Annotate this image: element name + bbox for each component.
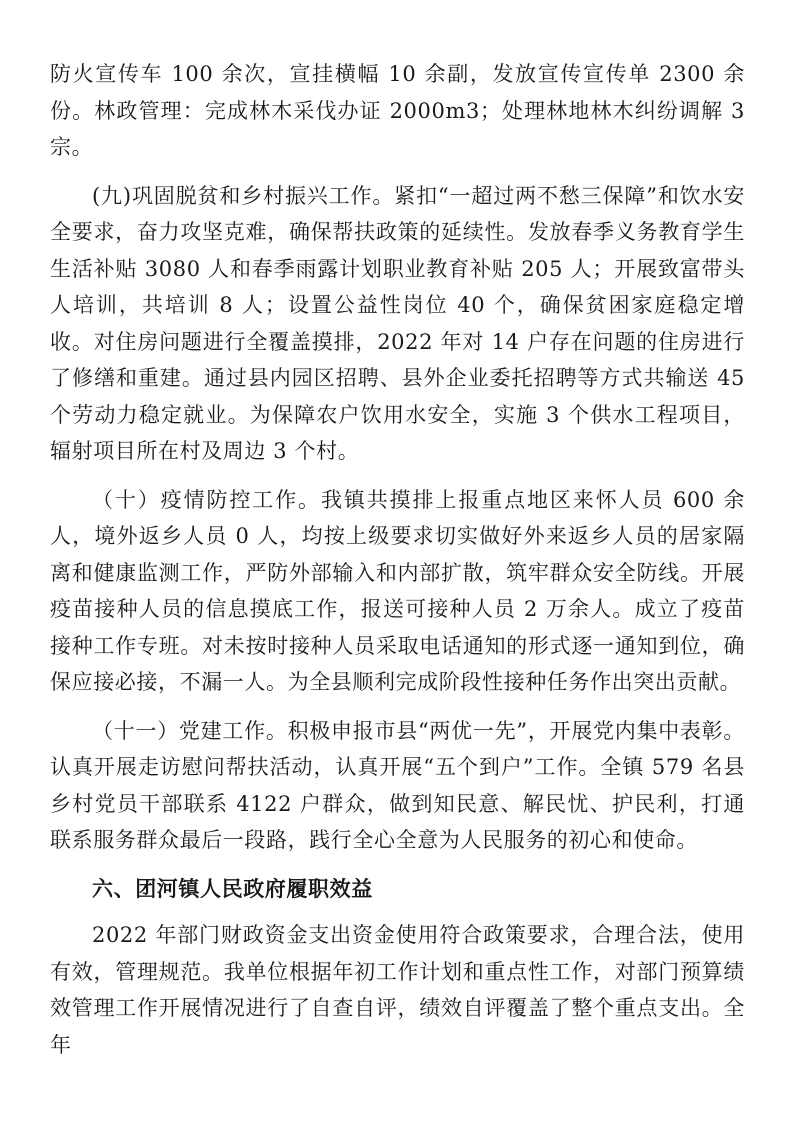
document-page (50, 56, 745, 1063)
paragraph-poverty-rural-revitalization: (九)巩固脱贫和乡村振兴工作。紧扣“一超过两不愁三保障”和饮水安全要求，奋力攻坚克难，确保帮扶政策的延续性。发放春季义务教育学生生活补贴 3080 人和春季雨露计划职业教育补贴 205 人；开展致富带头人培训，共培训 8 人；设置公益性岗位 40 个，确保贫困家庭稳定增收。对住房问题进行全覆盖摸排，2022 年对 14 户存在问题的住房进行了修缮和重建。通过县内园区招聘、县外企业委托招聘等方式共输送 45 个劳动力稳定就业。为保障农户饮用水安全，实施 3 个供水工程项目，辐射项目所在村及周边 3 个村。 (50, 183, 745, 463)
paragraph-party-building: （十一）党建工作。积极申报市县“两优一先”，开展党内集中表彰。认真开展走访慰问帮扶活动，认真开展“五个到户”工作。全镇 579 名县乡村党员干部联系 4122 户群众，做到知民意、解民忧、护民利，打通联系服务群众最后一段路，践行全心全意为人民服务的初心和使命。 (50, 718, 745, 852)
paragraph-fire-prevention-forestry: 防火宣传车 100 余次，宣挂横幅 10 余副，发放宣传宣传单 2300 余份。林政管理：完成林木采伐办证 2000m3；处理林地林木纠纷调解 3 宗。 (50, 62, 745, 159)
paragraph-performance-summary: 2022 年部门财政资金支出资金使用符合政策要求，合理合法，使用有效，管理规范。我单位根据年初工作计划和重点性工作，对部门预算绩效管理工作开展情况进行了自查自评，绩效自评覆盖了整个重点支出。全年 (50, 923, 745, 1057)
paragraph-epidemic-prevention: （十）疫情防控工作。我镇共摸排上报重点地区来怀人员 600 余人，境外返乡人员 0 人，均按上级要求切实做好外来返乡人员的居家隔离和健康监测工作，严防外部输入和内部扩散，筑牢群众安全防线。开展疫苗接种人员的信息摸底工作，报送可接种人员 2 万余人。成立了疫苗接种工作专班。对未按时接种人员采取电话通知的形式逐一通知到位，确保应接必接，不漏一人。为全县顺利完成阶段性接种任务作出突出贡献。 (50, 487, 745, 694)
section-heading: 六、团河镇人民政府履职效益 (92, 876, 373, 901)
